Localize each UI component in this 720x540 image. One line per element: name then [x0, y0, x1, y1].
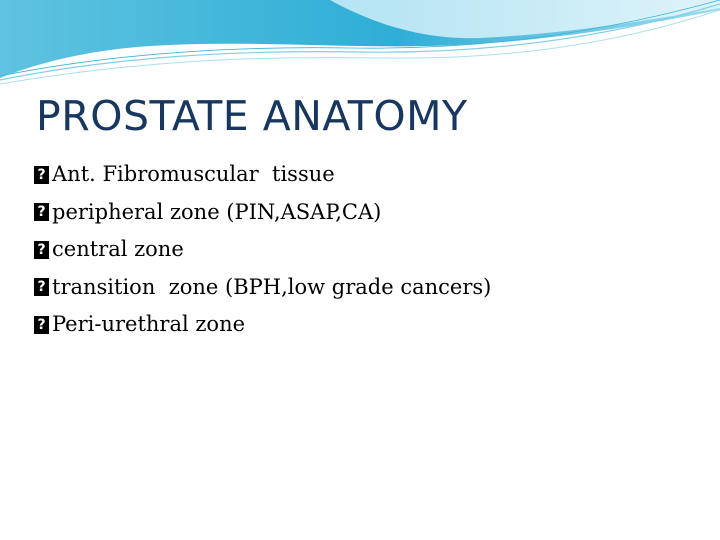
bullet-text: central zone [52, 237, 184, 261]
list-item [34, 306, 491, 344]
bullet-text: Ant. Fibromuscular tissue [52, 162, 335, 186]
list-item [34, 231, 491, 269]
bullet-glyph-icon: ? [34, 241, 49, 259]
bullet-glyph-icon: ? [34, 278, 49, 296]
bullet-glyph-icon: ? [34, 166, 49, 184]
bullet-text: peripheral zone (PIN,ASAP,CA) [52, 199, 382, 224]
bullet-list [34, 156, 491, 344]
bullet-text: transition zone (BPH,low grade cancers) [52, 274, 492, 299]
bullet-glyph-icon: ? [34, 203, 49, 221]
list-item [34, 156, 491, 194]
bullet-glyph-icon: ? [34, 316, 49, 334]
header-wave-decoration [0, 0, 720, 90]
bullet-text: Peri-urethral zone [52, 312, 246, 336]
slide-title: PROSTATE ANATOMY [36, 92, 468, 140]
list-item [34, 269, 491, 307]
list-item [34, 194, 491, 232]
